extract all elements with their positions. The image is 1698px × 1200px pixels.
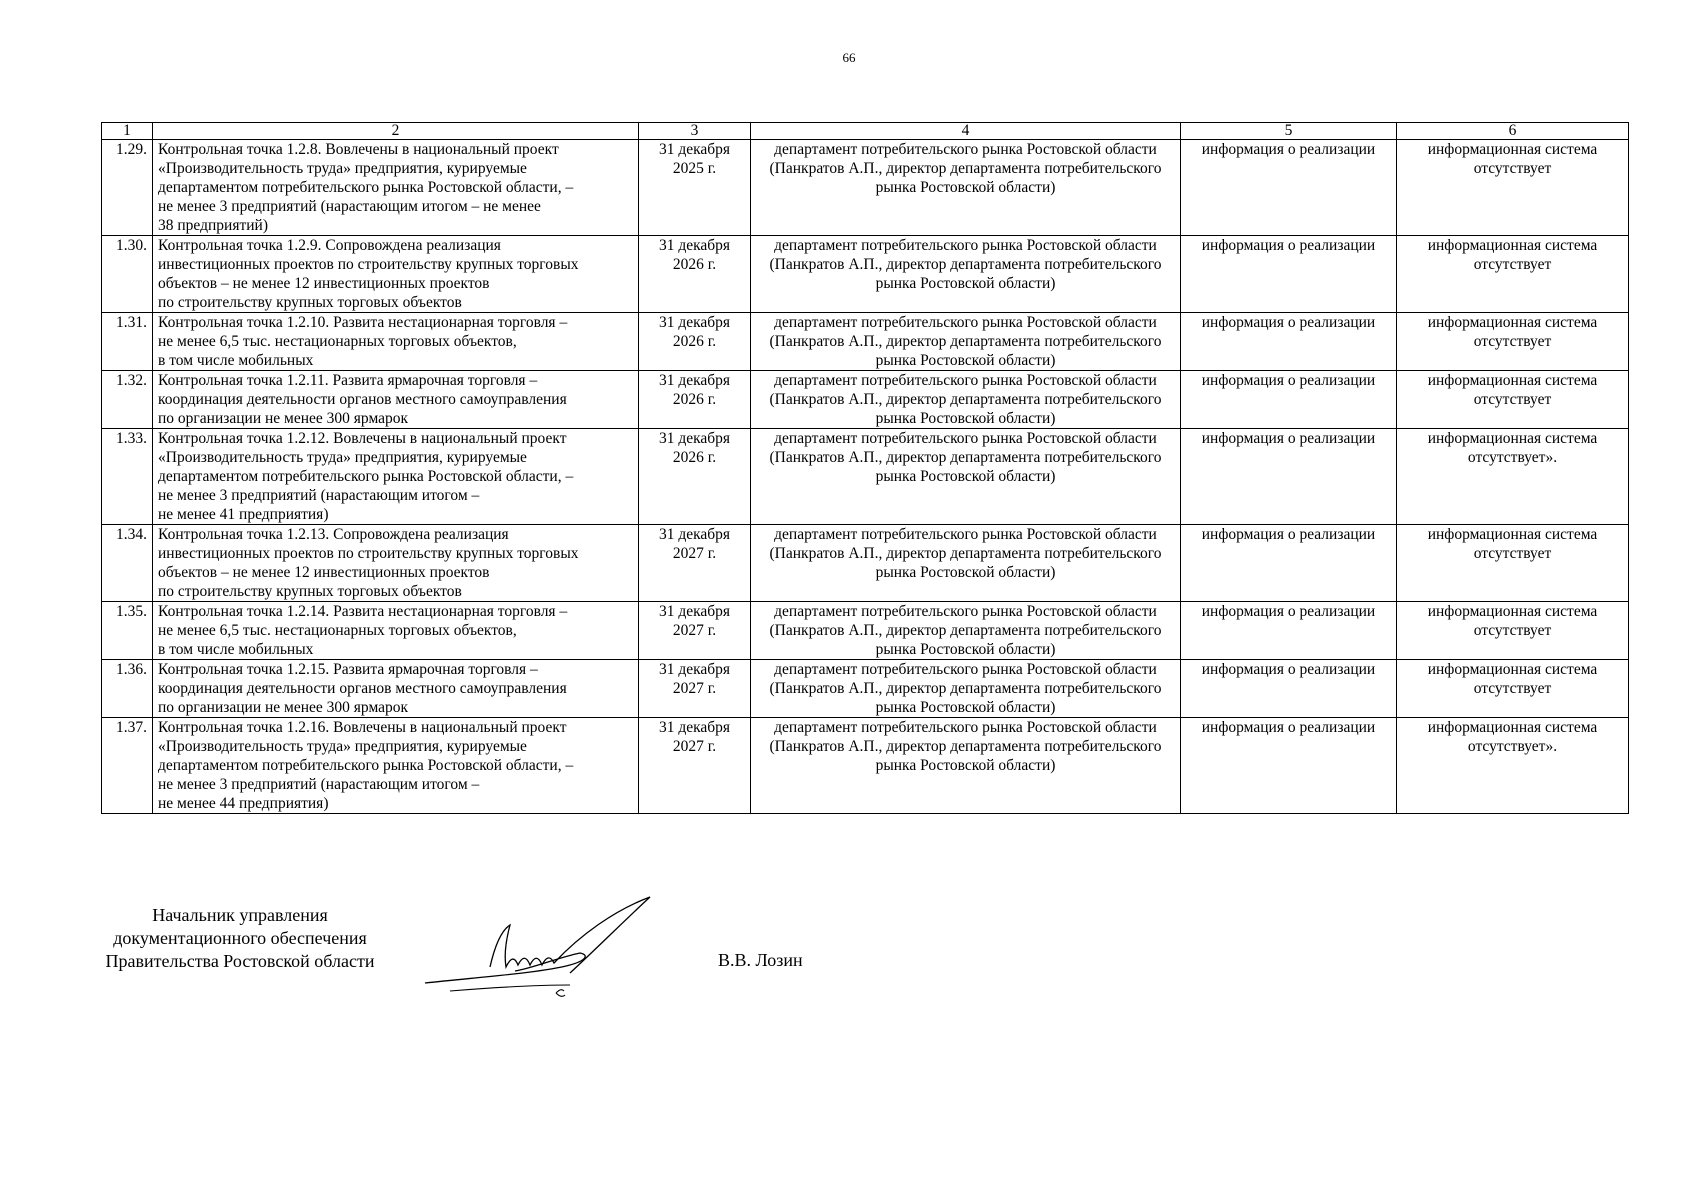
- signature-title-line: Начальник управления: [152, 905, 328, 925]
- control-point-text: Контрольная точка 1.2.12. Вовлечены в национальный проект «Производительность труда» предприятия, курируемые департаментом потребительского рынка Ростовской области, – не менее 3 предприятий (нарастающим итогом – не менее 41 предприятия): [153, 429, 639, 525]
- row-number: 1.33.: [102, 429, 153, 525]
- control-point-text: Контрольная точка 1.2.8. Вовлечены в национальный проект «Производительность труда» предприятия, курируемые департаментом потребительского рынка Ростовской области, – не менее 3 предприятий (нарастающим итогом – не менее 38 предприятий): [153, 140, 639, 236]
- header-col-2: 2: [153, 123, 639, 140]
- table-header-row: [102, 123, 1629, 140]
- row-number: 1.30.: [102, 236, 153, 313]
- control-point-text: Контрольная точка 1.2.10. Развита нестационарная торговля – не менее 6,5 тыс. нестационарных торговых объектов, в том числе мобильных: [153, 313, 639, 371]
- header-col-5: 5: [1181, 123, 1397, 140]
- control-point-text: Контрольная точка 1.2.15. Развита ярмарочная торговля – координация деятельности органов местного самоуправления по организации не менее 300 ярмарок: [153, 660, 639, 718]
- confirming-document: информация о реализации: [1181, 313, 1397, 371]
- information-system: информационная система отсутствует».: [1397, 429, 1629, 525]
- header-col-3: 3: [639, 123, 751, 140]
- confirming-document: информация о реализации: [1181, 525, 1397, 602]
- responsible-executor: департамент потребительского рынка Ростовской области (Панкратов А.П., директор департамента потребительского рынка Ростовской области): [751, 313, 1181, 371]
- responsible-executor: департамент потребительского рынка Ростовской области (Панкратов А.П., директор департамента потребительского рынка Ростовской области): [751, 236, 1181, 313]
- signature-title-line: Правительства Ростовской области: [105, 951, 375, 971]
- signature-title: [70, 904, 410, 973]
- table-row: [102, 371, 1629, 429]
- responsible-executor: департамент потребительского рынка Ростовской области (Панкратов А.П., директор департамента потребительского рынка Ростовской области): [751, 602, 1181, 660]
- responsible-executor: департамент потребительского рынка Ростовской области (Панкратов А.П., директор департамента потребительского рынка Ростовской области): [751, 718, 1181, 814]
- row-number: 1.31.: [102, 313, 153, 371]
- row-number: 1.29.: [102, 140, 153, 236]
- header-col-1: 1: [102, 123, 153, 140]
- signer-name: В.В. Лозин: [718, 950, 803, 970]
- deadline-date: 31 декабря 2027 г.: [639, 718, 751, 814]
- deadline-date: 31 декабря 2026 г.: [639, 429, 751, 525]
- information-system: информационная система отсутствует: [1397, 313, 1629, 371]
- responsible-executor: департамент потребительского рынка Ростовской области (Панкратов А.П., директор департамента потребительского рынка Ростовской области): [751, 429, 1181, 525]
- table-row: [102, 525, 1629, 602]
- deadline-date: 31 декабря 2025 г.: [639, 140, 751, 236]
- table-row: [102, 313, 1629, 371]
- confirming-document: информация о реализации: [1181, 718, 1397, 814]
- confirming-document: информация о реализации: [1181, 660, 1397, 718]
- confirming-document: информация о реализации: [1181, 429, 1397, 525]
- responsible-executor: департамент потребительского рынка Ростовской области (Панкратов А.П., директор департамента потребительского рынка Ростовской области): [751, 371, 1181, 429]
- information-system: информационная система отсутствует: [1397, 236, 1629, 313]
- control-point-text: Контрольная точка 1.2.14. Развита нестационарная торговля – не менее 6,5 тыс. нестационарных торговых объектов, в том числе мобильных: [153, 602, 639, 660]
- information-system: информационная система отсутствует: [1397, 602, 1629, 660]
- table-row: [102, 718, 1629, 814]
- table-row: [102, 236, 1629, 313]
- header-col-6: 6: [1397, 123, 1629, 140]
- control-point-text: Контрольная точка 1.2.13. Сопровождена реализация инвестиционных проектов по строительству крупных торговых объектов – не менее 12 инвестиционных проектов по строительству крупных торговых объектов: [153, 525, 639, 602]
- row-number: 1.36.: [102, 660, 153, 718]
- header-col-4: 4: [751, 123, 1181, 140]
- row-number: 1.34.: [102, 525, 153, 602]
- deadline-date: 31 декабря 2027 г.: [639, 660, 751, 718]
- control-points-table: [101, 122, 1629, 814]
- responsible-executor: департамент потребительского рынка Ростовской области (Панкратов А.П., директор департамента потребительского рынка Ростовской области): [751, 525, 1181, 602]
- confirming-document: информация о реализации: [1181, 602, 1397, 660]
- table-row: [102, 602, 1629, 660]
- deadline-date: 31 декабря 2027 г.: [639, 602, 751, 660]
- table-body: [102, 140, 1629, 814]
- confirming-document: информация о реализации: [1181, 140, 1397, 236]
- information-system: информационная система отсутствует: [1397, 140, 1629, 236]
- deadline-date: 31 декабря 2026 г.: [639, 236, 751, 313]
- handwritten-signature: [420, 895, 660, 1000]
- responsible-executor: департамент потребительского рынка Ростовской области (Панкратов А.П., директор департамента потребительского рынка Ростовской области): [751, 660, 1181, 718]
- table-row: [102, 660, 1629, 718]
- information-system: информационная система отсутствует».: [1397, 718, 1629, 814]
- responsible-executor: департамент потребительского рынка Ростовской области (Панкратов А.П., директор департамента потребительского рынка Ростовской области): [751, 140, 1181, 236]
- deadline-date: 31 декабря 2027 г.: [639, 525, 751, 602]
- page-number: 66: [842, 50, 856, 65]
- information-system: информационная система отсутствует: [1397, 525, 1629, 602]
- row-number: 1.32.: [102, 371, 153, 429]
- information-system: информационная система отсутствует: [1397, 371, 1629, 429]
- deadline-date: 31 декабря 2026 г.: [639, 371, 751, 429]
- signature-title-line: документационного обеспечения: [113, 928, 367, 948]
- deadline-date: 31 декабря 2026 г.: [639, 313, 751, 371]
- confirming-document: информация о реализации: [1181, 236, 1397, 313]
- confirming-document: информация о реализации: [1181, 371, 1397, 429]
- control-point-text: Контрольная точка 1.2.9. Сопровождена реализация инвестиционных проектов по строительству крупных торговых объектов – не менее 12 инвестиционных проектов по строительству крупных торговых объектов: [153, 236, 639, 313]
- information-system: информационная система отсутствует: [1397, 660, 1629, 718]
- control-point-text: Контрольная точка 1.2.11. Развита ярмарочная торговля – координация деятельности органов местного самоуправления по организации не менее 300 ярмарок: [153, 371, 639, 429]
- table-row: [102, 429, 1629, 525]
- control-point-text: Контрольная точка 1.2.16. Вовлечены в национальный проект «Производительность труда» предприятия, курируемые департаментом потребительского рынка Ростовской области, – не менее 3 предприятий (нарастающим итогом – не менее 44 предприятия): [153, 718, 639, 814]
- row-number: 1.37.: [102, 718, 153, 814]
- table-row: [102, 140, 1629, 236]
- row-number: 1.35.: [102, 602, 153, 660]
